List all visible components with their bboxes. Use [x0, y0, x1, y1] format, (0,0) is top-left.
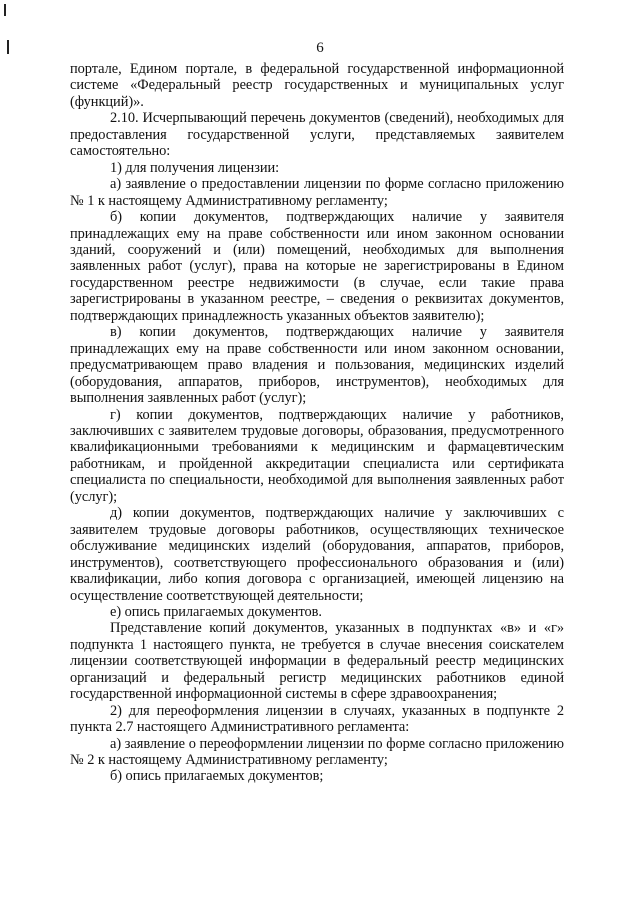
paragraph-reissue-item-a: а) заявление о переоформлении лицензии по форме согласно приложению № 2 к настоящему Административному регламенту;: [70, 735, 564, 769]
document-body: [70, 61, 564, 785]
paragraph-item-g-workers: г) копии документов, подтверждающих наличие у работников, заключивших с заявителем трудовые договоры, образования, предусмотренного квалификационными требованиями к медицинским и фармацевтическим работникам, и пройденной аккредитации специалиста или сертификата специалиста по специальности, необходимой для выполнения заявленных работ (услуг);: [70, 406, 564, 505]
paragraph-item-v-equipment: в) копии документов, подтверждающих наличие у заявителя принадлежащих ему на праве собственности или ином законном основании, предусматривающем право владения и пользования, медицинских изделий (оборудования, аппаратов, приборов, инструментов), необходимых для выполнения заявленных работ (услуг);: [70, 324, 564, 407]
scan-edge-mark-top: [4, 4, 6, 16]
page-number: 6: [316, 40, 324, 56]
paragraph-item-b-buildings: б) копии документов, подтверждающих наличие у заявителя принадлежащих ему на праве собственности или ином законном основании зданий, сооружений и (или) помещений, необходимых для выполнения заявленных работ (услуг), права на которые не зарегистрированы в Едином государственном реестре недвижимости (в случае, если такие права зарегистрированы в указанном реестре, – сведения о реквизитах документов, подтверждающих принадлежность указанных объектов заявителю);: [70, 209, 564, 324]
paragraph-license-reissue: 2) для переоформления лицензии в случаях, указанных в подпункте 2 пункта 2.7 настоящего Административного регламента:: [70, 702, 564, 736]
paragraph-license-obtain: 1) для получения лицензии:: [110, 159, 280, 176]
paragraph-2-10: 2.10. Исчерпывающий перечень документов (сведений), необходимых для предоставления государственной услуги, представляемых заявителем самостоятельно:: [70, 110, 564, 160]
paragraph-item-e-inventory: е) опись прилагаемых документов.: [110, 603, 322, 620]
paragraph-reissue-item-b: б) опись прилагаемых документов;: [110, 768, 324, 785]
paragraph-copies-not-required: Представление копий документов, указанных в подпунктах «в» и «г» подпункта 1 настоящего пункта, не требуется в случае внесения соискателем лицензии соответствующей информации в федеральный реестр медицинских организаций и федеральный регистр медицинских работников единой государственной информационной системы в сфере здравоохранения;: [70, 620, 564, 703]
paragraph-portal-continuation: порталe, Едином портале, в федеральной государственной информационной системе «Федеральный реестр государственных и муниципальных услуг (функций)».: [70, 61, 564, 110]
paragraph-item-a-application: а) заявление о предоставлении лицензии по форме согласно приложению № 1 к настоящему Административному регламенту;: [70, 176, 564, 209]
paragraph-item-d-technical: д) копии документов, подтверждающих наличие у заключивших с заявителем трудовые договоры работников, осуществляющих техническое обслуживание медицинских изделий (оборудования, аппаратов, приборов, инструментов), соответствующего профессионального образования и (или) квалификации, либо копия договора с организацией, имеющей лицензию на осуществление соответствующей деятельности;: [70, 505, 564, 604]
